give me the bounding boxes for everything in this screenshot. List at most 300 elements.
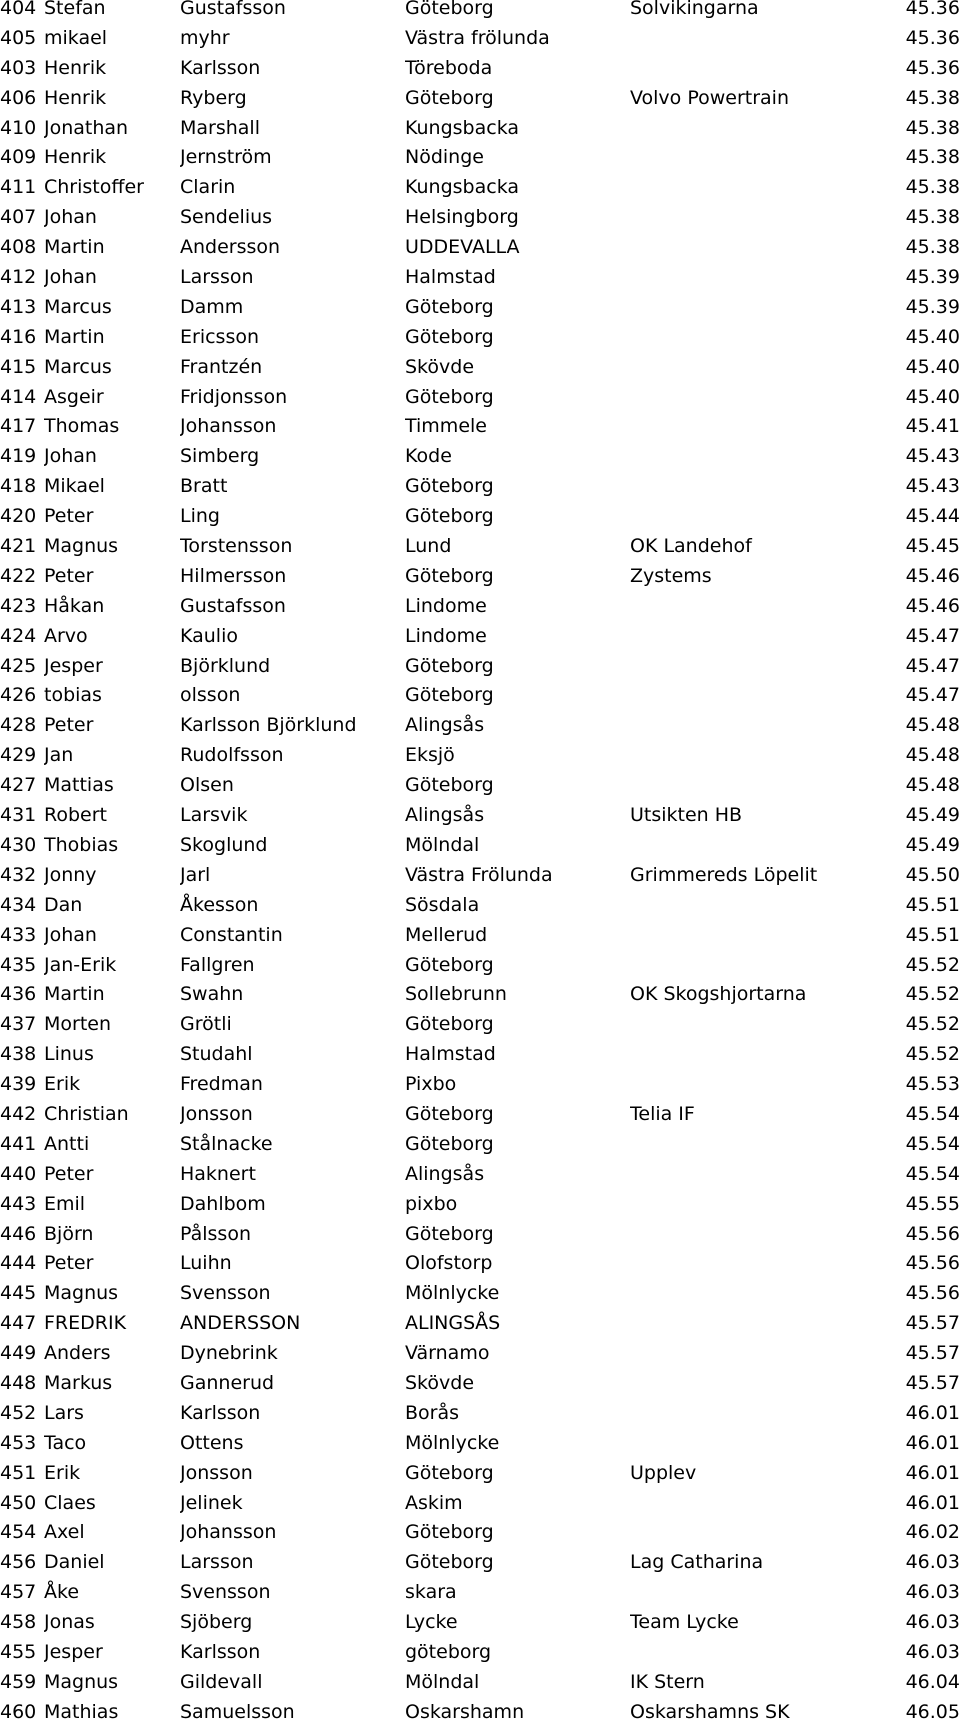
last-name: olsson bbox=[180, 684, 241, 707]
first-name: Peter bbox=[44, 1252, 94, 1275]
last-name: Björklund bbox=[180, 654, 271, 677]
city: Mölndal bbox=[405, 1670, 480, 1693]
first-name: Jonas bbox=[44, 1611, 95, 1634]
city: Göteborg bbox=[405, 1521, 494, 1544]
first-name: Lars bbox=[44, 1401, 84, 1424]
last-name: Fallgren bbox=[180, 953, 255, 976]
city: Sösdala bbox=[405, 893, 480, 916]
last-name: Grötli bbox=[180, 1013, 232, 1036]
first-name: Emil bbox=[44, 1192, 86, 1215]
bib-number: 448 bbox=[0, 1371, 37, 1394]
city: Mölndal bbox=[405, 833, 480, 856]
finish-time: 45.54 bbox=[905, 1132, 960, 1155]
result-row bbox=[0, 1248, 960, 1278]
finish-time: 45.52 bbox=[905, 1013, 960, 1036]
first-name: Dan bbox=[44, 893, 83, 916]
result-row bbox=[0, 561, 960, 591]
first-name: Martin bbox=[44, 983, 105, 1006]
last-name: Jernström bbox=[180, 146, 272, 169]
last-name: Torstensson bbox=[180, 535, 293, 558]
first-name: mikael bbox=[44, 26, 108, 49]
first-name: Åke bbox=[44, 1581, 80, 1604]
last-name: Sjöberg bbox=[180, 1611, 253, 1634]
finish-time: 45.38 bbox=[905, 206, 960, 229]
bib-number: 413 bbox=[0, 295, 37, 318]
finish-time: 45.52 bbox=[905, 983, 960, 1006]
finish-time: 46.02 bbox=[905, 1521, 960, 1544]
bib-number: 423 bbox=[0, 594, 37, 617]
first-name: Taco bbox=[44, 1431, 87, 1454]
first-name: Marcus bbox=[44, 355, 112, 378]
last-name: Jonsson bbox=[180, 1461, 253, 1484]
club: Telia IF bbox=[630, 1102, 695, 1125]
first-name: Mattias bbox=[44, 774, 114, 797]
bib-number: 446 bbox=[0, 1222, 37, 1245]
result-row bbox=[0, 1159, 960, 1189]
result-row bbox=[0, 202, 960, 232]
finish-time: 45.55 bbox=[905, 1192, 960, 1215]
first-name: tobias bbox=[44, 684, 102, 707]
bib-number: 425 bbox=[0, 654, 37, 677]
bib-number: 422 bbox=[0, 564, 37, 587]
result-row bbox=[0, 591, 960, 621]
result-row bbox=[0, 83, 960, 113]
city: Lycke bbox=[405, 1611, 458, 1634]
last-name: myhr bbox=[180, 26, 230, 49]
city: Göteborg bbox=[405, 0, 494, 19]
finish-time: 46.04 bbox=[905, 1670, 960, 1693]
finish-time: 45.38 bbox=[905, 176, 960, 199]
first-name: Erik bbox=[44, 1073, 81, 1096]
bib-number: 412 bbox=[0, 266, 37, 289]
bib-number: 455 bbox=[0, 1640, 37, 1663]
club: Oskarshamns SK bbox=[630, 1700, 790, 1723]
bib-number: 410 bbox=[0, 116, 37, 139]
result-row bbox=[0, 1517, 960, 1547]
first-name: Christoffer bbox=[44, 176, 144, 199]
result-row bbox=[0, 1637, 960, 1667]
bib-number: 443 bbox=[0, 1192, 37, 1215]
bib-number: 444 bbox=[0, 1252, 37, 1275]
bib-number: 411 bbox=[0, 176, 37, 199]
city: Olofstorp bbox=[405, 1252, 493, 1275]
club: Lag Catharina bbox=[630, 1551, 764, 1574]
bib-number: 452 bbox=[0, 1401, 37, 1424]
first-name: Björn bbox=[44, 1222, 94, 1245]
last-name: Pålsson bbox=[180, 1222, 251, 1245]
result-row bbox=[0, 232, 960, 262]
last-name: Dahlbom bbox=[180, 1192, 266, 1215]
bib-number: 428 bbox=[0, 714, 37, 737]
last-name: Kaulio bbox=[180, 624, 238, 647]
result-row bbox=[0, 1069, 960, 1099]
finish-time: 46.05 bbox=[905, 1700, 960, 1723]
last-name: Skoglund bbox=[180, 833, 268, 856]
first-name: Johan bbox=[44, 445, 97, 468]
city: Göteborg bbox=[405, 684, 494, 707]
bib-number: 420 bbox=[0, 505, 37, 528]
city: Sollebrunn bbox=[405, 983, 507, 1006]
first-name: Mikael bbox=[44, 475, 105, 498]
city: Lund bbox=[405, 535, 452, 558]
finish-time: 45.53 bbox=[905, 1073, 960, 1096]
city: Mölnlycke bbox=[405, 1282, 500, 1305]
bib-number: 447 bbox=[0, 1312, 37, 1335]
city: Göteborg bbox=[405, 1132, 494, 1155]
bib-number: 437 bbox=[0, 1013, 37, 1036]
city: Göteborg bbox=[405, 564, 494, 587]
city: Kode bbox=[405, 445, 452, 468]
first-name: Morten bbox=[44, 1013, 112, 1036]
city: Timmele bbox=[405, 415, 487, 438]
last-name: Ryberg bbox=[180, 86, 247, 109]
result-row bbox=[0, 531, 960, 561]
result-row bbox=[0, 1338, 960, 1368]
city: Göteborg bbox=[405, 295, 494, 318]
bib-number: 436 bbox=[0, 983, 37, 1006]
city: Alingsås bbox=[405, 714, 485, 737]
finish-time: 45.45 bbox=[905, 535, 960, 558]
last-name: Gannerud bbox=[180, 1371, 275, 1394]
result-row bbox=[0, 1278, 960, 1308]
result-row bbox=[0, 1099, 960, 1129]
finish-time: 45.49 bbox=[905, 833, 960, 856]
city: Göteborg bbox=[405, 475, 494, 498]
result-row bbox=[0, 1458, 960, 1488]
city: Helsingborg bbox=[405, 206, 519, 229]
first-name: Henrik bbox=[44, 56, 107, 79]
city: Kungsbacka bbox=[405, 176, 520, 199]
bib-number: 457 bbox=[0, 1581, 37, 1604]
city: Oskarshamn bbox=[405, 1700, 525, 1723]
last-name: Andersson bbox=[180, 236, 281, 259]
finish-time: 45.52 bbox=[905, 953, 960, 976]
city: Göteborg bbox=[405, 1551, 494, 1574]
finish-time: 45.39 bbox=[905, 266, 960, 289]
result-row bbox=[0, 1308, 960, 1338]
first-name: Johan bbox=[44, 266, 97, 289]
first-name: Magnus bbox=[44, 535, 119, 558]
last-name: Simberg bbox=[180, 445, 260, 468]
city: Alingsås bbox=[405, 804, 485, 827]
last-name: Larsvik bbox=[180, 804, 248, 827]
first-name: Peter bbox=[44, 505, 94, 528]
city: Mölnlycke bbox=[405, 1431, 500, 1454]
bib-number: 434 bbox=[0, 893, 37, 916]
result-row bbox=[0, 1428, 960, 1458]
finish-time: 46.01 bbox=[905, 1431, 960, 1454]
city: Göteborg bbox=[405, 654, 494, 677]
finish-time: 46.03 bbox=[905, 1551, 960, 1574]
city: pixbo bbox=[405, 1192, 458, 1215]
bib-number: 459 bbox=[0, 1670, 37, 1693]
city: Göteborg bbox=[405, 325, 494, 348]
club: Team Lycke bbox=[630, 1611, 739, 1634]
finish-time: 46.01 bbox=[905, 1401, 960, 1424]
finish-time: 45.46 bbox=[905, 594, 960, 617]
last-name: Jelinek bbox=[180, 1491, 243, 1514]
city: Göteborg bbox=[405, 774, 494, 797]
city: Värnamo bbox=[405, 1342, 490, 1365]
last-name: Gildevall bbox=[180, 1670, 263, 1693]
last-name: Studahl bbox=[180, 1043, 253, 1066]
finish-time: 45.56 bbox=[905, 1252, 960, 1275]
finish-time: 45.40 bbox=[905, 325, 960, 348]
finish-time: 45.52 bbox=[905, 1043, 960, 1066]
bib-number: 404 bbox=[0, 0, 37, 19]
finish-time: 45.38 bbox=[905, 236, 960, 259]
last-name: Johansson bbox=[180, 415, 277, 438]
last-name: Jonsson bbox=[180, 1102, 253, 1125]
bib-number: 418 bbox=[0, 475, 37, 498]
finish-time: 45.39 bbox=[905, 295, 960, 318]
result-row bbox=[0, 352, 960, 382]
city: Halmstad bbox=[405, 266, 496, 289]
finish-time: 45.54 bbox=[905, 1162, 960, 1185]
finish-time: 45.38 bbox=[905, 116, 960, 139]
bib-number: 426 bbox=[0, 684, 37, 707]
bib-number: 421 bbox=[0, 535, 37, 558]
last-name: Larsson bbox=[180, 1551, 254, 1574]
last-name: Karlsson bbox=[180, 1401, 261, 1424]
city: Halmstad bbox=[405, 1043, 496, 1066]
result-row bbox=[0, 0, 960, 23]
result-row bbox=[0, 113, 960, 143]
city: Skövde bbox=[405, 1371, 475, 1394]
bib-number: 454 bbox=[0, 1521, 37, 1544]
result-row bbox=[0, 770, 960, 800]
last-name: Rudolfsson bbox=[180, 744, 284, 767]
result-row bbox=[0, 1219, 960, 1249]
last-name: Dynebrink bbox=[180, 1342, 278, 1365]
last-name: Ling bbox=[180, 505, 220, 528]
result-row bbox=[0, 830, 960, 860]
bib-number: 460 bbox=[0, 1700, 37, 1723]
city: Borås bbox=[405, 1401, 460, 1424]
first-name: Peter bbox=[44, 714, 94, 737]
finish-time: 45.57 bbox=[905, 1371, 960, 1394]
bib-number: 439 bbox=[0, 1073, 37, 1096]
bib-number: 449 bbox=[0, 1342, 37, 1365]
finish-time: 45.38 bbox=[905, 146, 960, 169]
finish-time: 45.49 bbox=[905, 804, 960, 827]
bib-number: 419 bbox=[0, 445, 37, 468]
city: Kungsbacka bbox=[405, 116, 520, 139]
finish-time: 45.57 bbox=[905, 1312, 960, 1335]
last-name: Olsen bbox=[180, 774, 234, 797]
result-row bbox=[0, 740, 960, 770]
last-name: Johansson bbox=[180, 1521, 277, 1544]
finish-time: 45.41 bbox=[905, 415, 960, 438]
last-name: Åkesson bbox=[180, 893, 259, 916]
finish-time: 45.43 bbox=[905, 445, 960, 468]
finish-time: 45.47 bbox=[905, 624, 960, 647]
finish-time: 45.36 bbox=[905, 56, 960, 79]
first-name: Jesper bbox=[44, 1640, 103, 1663]
city: skara bbox=[405, 1581, 457, 1604]
bib-number: 414 bbox=[0, 385, 37, 408]
bib-number: 441 bbox=[0, 1132, 37, 1155]
city: Töreboda bbox=[405, 56, 493, 79]
bib-number: 416 bbox=[0, 325, 37, 348]
bib-number: 451 bbox=[0, 1461, 37, 1484]
bib-number: 435 bbox=[0, 953, 37, 976]
finish-time: 45.50 bbox=[905, 863, 960, 886]
first-name: Jan bbox=[44, 744, 74, 767]
result-row bbox=[0, 411, 960, 441]
last-name: Hilmersson bbox=[180, 564, 287, 587]
bib-number: 456 bbox=[0, 1551, 37, 1574]
result-row bbox=[0, 441, 960, 471]
finish-time: 45.48 bbox=[905, 714, 960, 737]
bib-number: 433 bbox=[0, 923, 37, 946]
finish-time: 45.47 bbox=[905, 684, 960, 707]
first-name: Anders bbox=[44, 1342, 111, 1365]
result-row bbox=[0, 1398, 960, 1428]
result-row bbox=[0, 950, 960, 980]
last-name: Svensson bbox=[180, 1282, 271, 1305]
city: Västra frölunda bbox=[405, 26, 550, 49]
first-name: Thobias bbox=[44, 833, 119, 856]
last-name: Fredman bbox=[180, 1073, 263, 1096]
bib-number: 408 bbox=[0, 236, 37, 259]
result-row bbox=[0, 800, 960, 830]
city: UDDEVALLA bbox=[405, 236, 520, 259]
result-row bbox=[0, 172, 960, 202]
bib-number: 424 bbox=[0, 624, 37, 647]
last-name: Haknert bbox=[180, 1162, 256, 1185]
result-row bbox=[0, 322, 960, 352]
last-name: Constantin bbox=[180, 923, 283, 946]
city: Göteborg bbox=[405, 1102, 494, 1125]
last-name: Ericsson bbox=[180, 325, 260, 348]
last-name: Jarl bbox=[180, 863, 211, 886]
bib-number: 415 bbox=[0, 355, 37, 378]
city: Askim bbox=[405, 1491, 463, 1514]
finish-time: 46.01 bbox=[905, 1491, 960, 1514]
bib-number: 438 bbox=[0, 1043, 37, 1066]
bib-number: 453 bbox=[0, 1431, 37, 1454]
result-row bbox=[0, 920, 960, 950]
last-name: Bratt bbox=[180, 475, 228, 498]
last-name: Ottens bbox=[180, 1431, 244, 1454]
result-row bbox=[0, 1039, 960, 1069]
last-name: Damm bbox=[180, 295, 244, 318]
result-row bbox=[0, 1129, 960, 1159]
first-name: Stefan bbox=[44, 0, 106, 19]
first-name: Asgeir bbox=[44, 385, 104, 408]
club: IK Stern bbox=[630, 1670, 705, 1693]
club: Volvo Powertrain bbox=[630, 86, 790, 109]
city: ALINGSÅS bbox=[405, 1312, 501, 1335]
first-name: Axel bbox=[44, 1521, 85, 1544]
result-row bbox=[0, 621, 960, 651]
last-name: Sendelius bbox=[180, 206, 273, 229]
last-name: Frantzén bbox=[180, 355, 263, 378]
result-row bbox=[0, 1577, 960, 1607]
city: Alingsås bbox=[405, 1162, 485, 1185]
city: göteborg bbox=[405, 1640, 492, 1663]
result-row bbox=[0, 382, 960, 412]
result-row bbox=[0, 680, 960, 710]
city: Mellerud bbox=[405, 923, 488, 946]
finish-time: 45.40 bbox=[905, 355, 960, 378]
bib-number: 427 bbox=[0, 774, 37, 797]
bib-number: 440 bbox=[0, 1162, 37, 1185]
first-name: Thomas bbox=[44, 415, 120, 438]
result-row bbox=[0, 710, 960, 740]
last-name: Fridjonsson bbox=[180, 385, 288, 408]
finish-time: 45.40 bbox=[905, 385, 960, 408]
result-row bbox=[0, 501, 960, 531]
club: OK Landehof bbox=[630, 535, 752, 558]
finish-time: 45.56 bbox=[905, 1282, 960, 1305]
bib-number: 445 bbox=[0, 1282, 37, 1305]
finish-time: 45.57 bbox=[905, 1342, 960, 1365]
first-name: Robert bbox=[44, 804, 107, 827]
result-row bbox=[0, 1488, 960, 1518]
finish-time: 45.48 bbox=[905, 744, 960, 767]
club: Grimmereds Löpelit bbox=[630, 863, 818, 886]
city: Lindome bbox=[405, 594, 487, 617]
result-row bbox=[0, 23, 960, 53]
finish-time: 45.38 bbox=[905, 86, 960, 109]
city: Göteborg bbox=[405, 1013, 494, 1036]
first-name: Johan bbox=[44, 923, 97, 946]
city: Västra Frölunda bbox=[405, 863, 553, 886]
city: Nödinge bbox=[405, 146, 484, 169]
finish-time: 45.51 bbox=[905, 893, 960, 916]
last-name: Larsson bbox=[180, 266, 254, 289]
club: Utsikten HB bbox=[630, 804, 743, 827]
last-name: Karlsson Björklund bbox=[180, 714, 357, 737]
finish-time: 46.03 bbox=[905, 1611, 960, 1634]
city: Lindome bbox=[405, 624, 487, 647]
finish-time: 45.47 bbox=[905, 654, 960, 677]
first-name: Peter bbox=[44, 564, 94, 587]
first-name: Antti bbox=[44, 1132, 90, 1155]
first-name: Jan-Erik bbox=[44, 953, 117, 976]
result-row bbox=[0, 292, 960, 322]
first-name: Martin bbox=[44, 325, 105, 348]
first-name: Christian bbox=[44, 1102, 129, 1125]
first-name: Magnus bbox=[44, 1282, 119, 1305]
first-name: Martin bbox=[44, 236, 105, 259]
finish-time: 45.48 bbox=[905, 774, 960, 797]
bib-number: 406 bbox=[0, 86, 37, 109]
last-name: Clarin bbox=[180, 176, 236, 199]
first-name: Erik bbox=[44, 1461, 81, 1484]
first-name: Magnus bbox=[44, 1670, 119, 1693]
club: Upplev bbox=[630, 1461, 697, 1484]
result-row bbox=[0, 1189, 960, 1219]
bib-number: 409 bbox=[0, 146, 37, 169]
last-name: Gustafsson bbox=[180, 0, 286, 19]
first-name: Linus bbox=[44, 1043, 94, 1066]
city: Göteborg bbox=[405, 1222, 494, 1245]
finish-time: 46.01 bbox=[905, 1461, 960, 1484]
bib-number: 432 bbox=[0, 863, 37, 886]
club: Solvikingarna bbox=[630, 0, 759, 19]
bib-number: 405 bbox=[0, 26, 37, 49]
last-name: Svensson bbox=[180, 1581, 271, 1604]
result-row bbox=[0, 860, 960, 890]
last-name: Gustafsson bbox=[180, 594, 286, 617]
city: Göteborg bbox=[405, 385, 494, 408]
bib-number: 431 bbox=[0, 804, 37, 827]
finish-time: 46.03 bbox=[905, 1581, 960, 1604]
finish-time: 45.51 bbox=[905, 923, 960, 946]
